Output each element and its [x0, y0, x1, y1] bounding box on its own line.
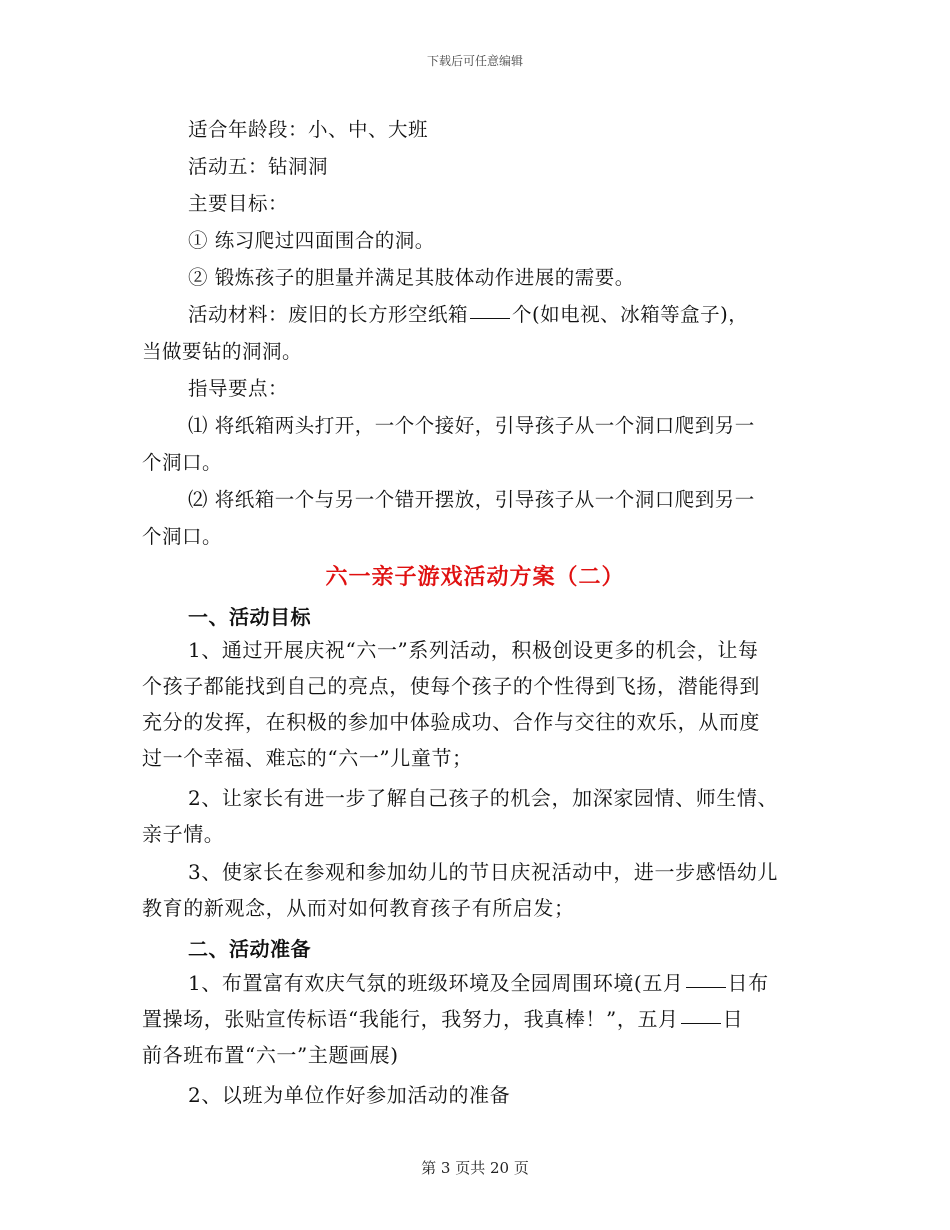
- p4-line-2: [142, 1001, 822, 1037]
- blank-line: [470, 317, 510, 319]
- p2-line-2: 亲子情。: [142, 822, 225, 846]
- p4-line-3: 前各班布置“六一”主题画展): [142, 1043, 399, 1067]
- blank-line: [681, 1022, 721, 1024]
- section-title: 六一亲子游戏活动方案（二）: [325, 564, 625, 590]
- activity-name: 活动五：钻洞洞: [188, 155, 329, 178]
- p1-line-4: 过一个幸福、难忘的“六一”儿童节；: [142, 746, 473, 770]
- materials-continued: 当做要钻的洞洞。: [142, 340, 303, 363]
- p3-line-1: 3、使家长在参观和参加幼儿的节日庆祝活动中，进一步感悟幼儿: [188, 860, 779, 884]
- materials-line: [188, 299, 748, 327]
- goals-label: 主要目标：: [188, 192, 289, 215]
- p4-text-a: 1、布置富有欢庆气氛的班级环境及全园周围环境(五月: [188, 971, 684, 995]
- blank-line: [686, 986, 726, 988]
- p4-text-c: 置操场，张贴宣传标语“我能行，我努力，我真棒！”，五月: [142, 1007, 679, 1031]
- heading-activity-goals: 一、活动目标: [188, 605, 311, 629]
- page-header: 下载后可任意编辑: [426, 54, 523, 68]
- p4-text-b: 日布: [727, 971, 769, 995]
- p3-line-2: 教育的新观念，从而对如何教育孩子有所启发；: [142, 896, 575, 920]
- goal-2: ② 锻炼孩子的胆量并满足其肢体动作进展的需要。: [188, 266, 635, 289]
- p4-text-d: 日: [722, 1007, 744, 1031]
- guide-1a: ⑴ 将纸箱两头打开，一个个接好，引导孩子从一个洞口爬到另一: [188, 414, 755, 437]
- guide-label: 指导要点：: [188, 377, 289, 400]
- paragraph-3: [142, 854, 822, 926]
- page-footer: 第 3 页共 20 页: [421, 1159, 529, 1177]
- goal-1: ① 练习爬过四面围合的洞。: [188, 229, 435, 252]
- paragraph-4: [142, 965, 822, 1073]
- paragraph-2: [142, 780, 822, 852]
- p1-line-3: 充分的发挥，在积极的参加中体验成功、合作与交往的欢乐，从而度: [142, 710, 760, 734]
- materials-text-a: 活动材料：废旧的长方形空纸箱: [188, 303, 469, 326]
- guide-1b: 个洞口。: [142, 451, 223, 474]
- heading-activity-preparation: 二、活动准备: [188, 937, 311, 961]
- paragraph-5: [142, 1077, 822, 1113]
- paragraph-1: [142, 632, 822, 776]
- age-range: 适合年龄段：小、中、大班: [188, 118, 429, 141]
- materials-text-b: 个(如电视、冰箱等盒子)，: [512, 303, 749, 326]
- guide-2b: 个洞口。: [142, 525, 223, 548]
- p1-line-2: 个孩子都能找到自己的亮点，使每个孩子的个性得到飞扬，潜能得到: [142, 674, 760, 698]
- p5-line-1: 2、以班为单位作好参加活动的准备: [188, 1083, 511, 1107]
- p1-line-1: 1、通过开展庆祝“六一”系列活动，积极创设更多的机会，让每: [188, 638, 759, 662]
- p4-line-1: [142, 965, 822, 1001]
- guide-2a: ⑵ 将纸箱一个与另一个错开摆放，引导孩子从一个洞口爬到另一: [188, 488, 755, 511]
- p2-line-1: 2、让家长有进一步了解自己孩子的机会，加深家园情、师生情、: [188, 786, 779, 810]
